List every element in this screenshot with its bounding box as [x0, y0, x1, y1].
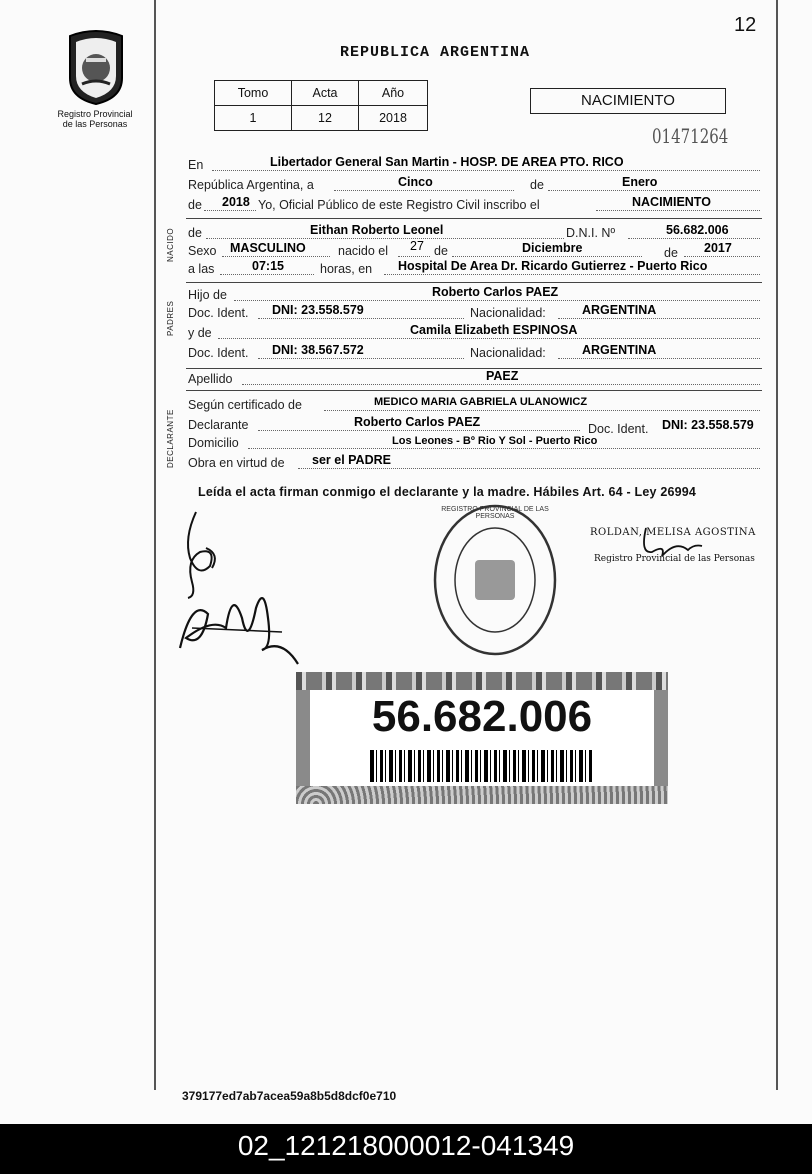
- row-declarante: [188, 415, 760, 436]
- madre-value: Camila Elizabeth ESPINOSA: [410, 323, 578, 337]
- dni-label: D.N.I. Nº: [566, 226, 616, 240]
- round-seal: [430, 500, 560, 660]
- nacido-label: nacido el: [338, 244, 389, 258]
- serial-number: 01471264: [652, 124, 729, 148]
- left-margin-line: [154, 0, 156, 1090]
- round-seal-text: REGISTRO PROVINCIAL DE LAS PERSONAS: [441, 506, 549, 520]
- sexo-label: Sexo: [188, 244, 217, 258]
- row-madre-doc: [188, 343, 760, 364]
- doc2-label: Doc. Ident.: [188, 346, 249, 360]
- mes-value: Enero: [622, 175, 658, 189]
- page-number: 12: [734, 14, 757, 36]
- padre-nac-value: ARGENTINA: [582, 303, 657, 317]
- right-margin-line: [776, 0, 778, 1090]
- logo: [60, 28, 132, 106]
- separator-nacido: [186, 218, 762, 219]
- provincial-seal-icon: [60, 28, 132, 106]
- row-padre-doc: [188, 303, 760, 324]
- horas-label: horas, en: [320, 262, 373, 276]
- row-hora: [188, 259, 760, 280]
- de3-label: de: [188, 226, 202, 240]
- en-label: En: [188, 158, 204, 172]
- row-apellido: [188, 369, 760, 390]
- yde-label: y de: [188, 326, 212, 340]
- separator-declarante: [186, 390, 762, 391]
- table-header-anio: Año: [359, 81, 428, 106]
- row-madre: [188, 323, 760, 344]
- inscribo-value: NACIMIENTO: [632, 195, 711, 209]
- separator-padres: [186, 282, 762, 283]
- table-header-acta: Acta: [292, 81, 359, 106]
- row-en: [188, 155, 760, 176]
- row-certificado: [188, 398, 760, 416]
- nac-mes-value: Diciembre: [522, 241, 583, 255]
- hora-value: 07:15: [252, 259, 284, 273]
- document-hash: 379177ed7ab7acea59a8b5d8dcf0e710: [182, 1089, 397, 1103]
- nac-anio-value: 2017: [704, 241, 732, 255]
- de-label: de: [530, 178, 544, 192]
- padre-doc-value: DNI: 23.558.579: [272, 303, 364, 317]
- de4-label: de: [434, 244, 448, 258]
- dni-value: 56.682.006: [666, 223, 729, 237]
- certificado-value: MEDICO MARIA GABRIELA ULANOWICZ: [374, 396, 588, 408]
- domicilio-label: Domicilio: [188, 436, 239, 450]
- madre-doc-value: DNI: 38.567.572: [272, 343, 364, 357]
- separator-apellido: [186, 368, 762, 369]
- side-label-declarante: DECLARANTE: [166, 409, 175, 468]
- record-table: [214, 80, 428, 131]
- row-domicilio: [188, 436, 760, 454]
- closing-text: Leída el acta firman conmigo el declarante y la madre. Hábiles Art. 64 - Ley 26994: [198, 485, 697, 499]
- doc-type-box: NACIMIENTO: [530, 88, 726, 114]
- padre-value: Roberto Carlos PAEZ: [432, 285, 559, 299]
- de5-label: de: [664, 246, 678, 260]
- label-pattern-bottom: [296, 786, 668, 804]
- label-pattern-top: [296, 672, 668, 690]
- declarante-label: Declarante: [188, 418, 249, 432]
- footer-code: 02_121218000012-041349: [237, 1130, 575, 1161]
- document-title: REPUBLICA ARGENTINA: [340, 44, 531, 61]
- dia-value: Cinco: [398, 175, 433, 189]
- obra-label: Obra en virtud de: [188, 456, 285, 470]
- cert-label: Según certificado de: [188, 398, 302, 412]
- table-cell-tomo: 1: [215, 106, 292, 131]
- nac-label: Nacionalidad:: [470, 306, 546, 320]
- row-republica: [188, 175, 760, 196]
- declarante-doc-value: DNI: 23.558.579: [662, 418, 754, 432]
- doc3-label: Doc. Ident.: [588, 422, 649, 436]
- de2-label: de: [188, 198, 202, 212]
- alas-label: a las: [188, 262, 215, 276]
- oficial-text: Yo, Oficial Público de este Registro Civil inscribo el: [258, 198, 540, 212]
- apellido-value: PAEZ: [486, 369, 519, 383]
- row-obra: [188, 453, 760, 474]
- officer-name: ROLDAN, MELISA AGOSTINA: [590, 527, 756, 538]
- id-label: [296, 672, 668, 804]
- side-label-padres: PADRES: [166, 300, 175, 336]
- footer-band: [0, 1124, 812, 1174]
- en-value: Libertador General San Martin - HOSP. DE AREA PTO. RICO: [270, 155, 624, 169]
- nac-dia-value: 27: [410, 239, 424, 253]
- signature-declarant: [172, 578, 312, 670]
- logo-caption-2: de las Personas: [62, 119, 128, 129]
- lugar-value: Hospital De Area Dr. Ricardo Gutierrez - Puerto Rico: [398, 259, 708, 273]
- barcode: [370, 750, 594, 782]
- sexo-value: MASCULINO: [230, 241, 306, 255]
- republica-label: República Argentina, a: [188, 178, 314, 192]
- hijo-label: Hijo de: [188, 288, 227, 302]
- declarante-value: Roberto Carlos PAEZ: [354, 415, 481, 429]
- logo-caption-1: Registro Provincial: [57, 109, 133, 119]
- obra-value: ser el PADRE: [312, 453, 391, 467]
- signature-officer: [636, 524, 706, 560]
- doc-label: Doc. Ident.: [188, 306, 249, 320]
- apellido-label: Apellido: [188, 372, 233, 386]
- seal-graphic-icon: [430, 500, 560, 660]
- anio-value: 2018: [222, 195, 250, 209]
- madre-nac-value: ARGENTINA: [582, 343, 657, 357]
- officer-title: Registro Provincial de las Personas: [594, 554, 755, 564]
- nombre-value: Eithan Roberto Leonel: [310, 223, 444, 237]
- domicilio-value: Los Leones - Bº Rio Y Sol - Puerto Rico: [392, 435, 598, 447]
- table-cell-anio: 2018: [359, 106, 428, 131]
- nac2-label: Nacionalidad:: [470, 346, 546, 360]
- table-header-tomo: Tomo: [215, 81, 292, 106]
- label-number: 56.682.006: [371, 692, 593, 741]
- row-oficial: [188, 195, 760, 216]
- table-cell-acta: 12: [292, 106, 359, 131]
- side-label-nacido: NACIDO: [166, 227, 175, 262]
